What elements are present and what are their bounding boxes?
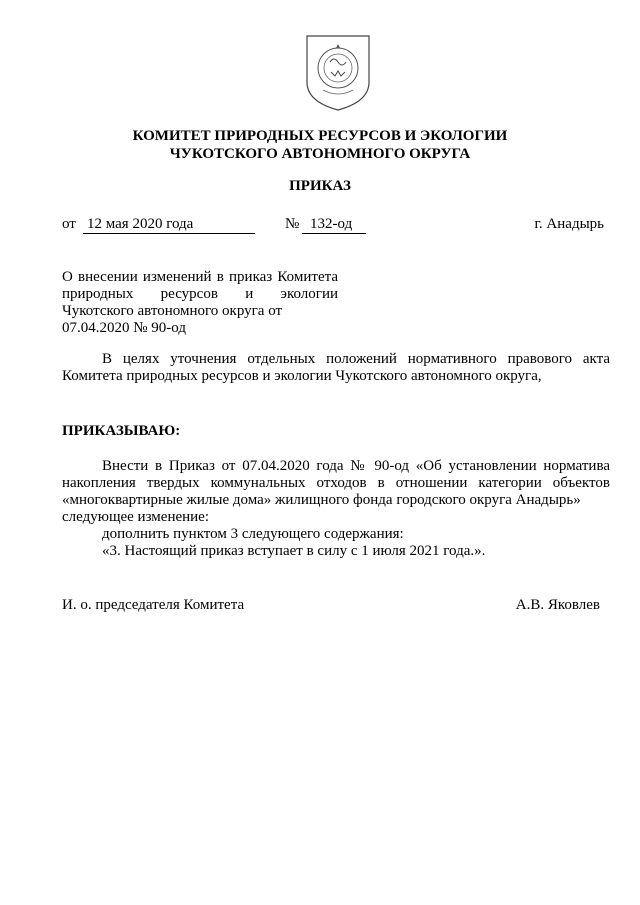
document-city: г. Анадырь	[534, 216, 604, 232]
organization-name-line2: ЧУКОТСКОГО АВТОНОМНОГО ОКРУГА	[169, 146, 471, 162]
body-paragraph-2: дополнить пунктом 3 следующего содержания:	[102, 526, 404, 542]
order-directive-heading: ПРИКАЗЫВАЮ:	[62, 423, 181, 439]
signatory-title: И. о. председателя Комитета	[62, 597, 245, 613]
signatory-name: А.В. Яковлев	[515, 597, 600, 613]
body-paragraph-1-tail: следующее изменение:	[62, 509, 210, 525]
document-date: 12 мая 2020 года	[83, 215, 255, 234]
order-body	[62, 458, 610, 560]
number-label: №	[285, 216, 300, 232]
date-label: от	[62, 216, 76, 232]
organization-name-line1: КОМИТЕТ ПРИРОДНЫХ РЕСУРСОВ И ЭКОЛОГИИ	[132, 128, 508, 144]
subject-last-line: 07.04.2020 № 90-од	[62, 320, 187, 336]
subject-text: О внесении изменений в приказ Комитета природных ресурсов и экологии Чукотского автономного округа от	[62, 269, 338, 319]
document-subject	[62, 269, 338, 337]
document-type-title: ПРИКАЗ	[289, 178, 351, 194]
body-paragraph-3: «3. Настоящий приказ вступает в силу с 1 июля 2021 года.».	[102, 543, 486, 559]
body-paragraph-1: Внести в Приказ от 07.04.2020 года № 90-од «Об установлении норматива накопления твердых коммунальных отходов в отношении категории объектов «многоквартирные жилые дома» жилищного фонда городского округа Анадырь»	[62, 458, 610, 508]
preamble-paragraph: В целях уточнения отдельных положений нормативного правового акта Комитета природных ресурсов и экологии Чукотского автономного округа,	[62, 351, 610, 384]
coat-of-arms-emblem	[303, 32, 373, 114]
document-number: 132-од	[302, 215, 366, 234]
